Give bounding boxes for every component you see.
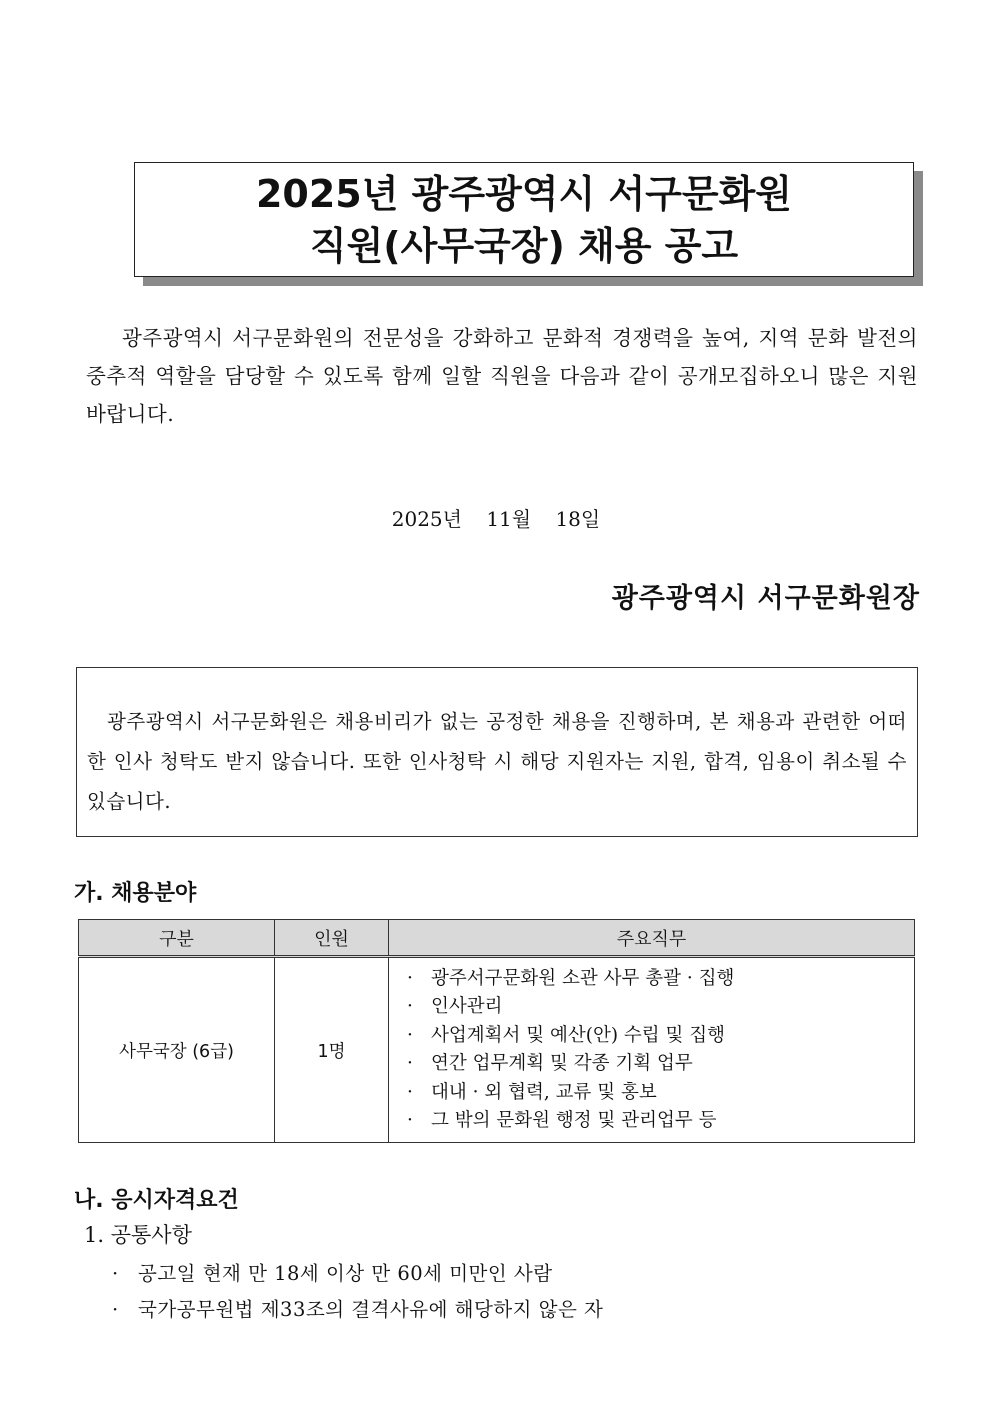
recruit-table [78,919,915,1143]
section-heading-qualifications: 나. 응시자격요건 [74,1188,239,1213]
bullet-icon: · [407,1024,413,1046]
bullet-icon: · [407,996,413,1017]
title-line-2: 직원(사무국장) 채용 공고 [309,223,739,268]
header-category: 구분 [79,920,275,957]
title-box [134,162,914,277]
notice-box [76,667,918,837]
duty-item: · 인사관리 [407,993,908,1022]
header-count: 인원 [275,920,389,957]
bullet-icon: · [407,1081,413,1103]
count-cell: 1명 [275,957,389,1143]
announcement-date: 2025년 11월 18일 [391,507,601,531]
requirement-item: · 국가공무원법 제33조의 결격사유에 해당하지 않은 자 [112,1298,604,1321]
intro-paragraph: 광주광역시 서구문화원의 전문성을 강화하고 문화적 경쟁력을 높여, 지역 문화 발전의 중추적 역할을 담당할 수 있도록 함께 일할 직원을 다음과 같이 공개모집하오니 많은 지원 바랍니다. [86,326,918,426]
bullet-icon: · [407,967,413,989]
title-line-1: 2025년 광주광역시 서구문화원 [255,171,792,216]
bullet-icon: · [112,1262,119,1285]
position-cell: 사무국장 (6급) [79,957,275,1143]
header-duties: 주요직무 [389,920,915,957]
table-row [79,957,915,1143]
duty-item: · 그 밖의 문화원 행정 및 관리업무 등 [407,1107,908,1136]
duties-cell [389,957,915,1143]
section-heading-recruit-field: 가. 채용분야 [74,881,197,906]
bullet-icon: · [112,1298,119,1321]
table-header-row [79,920,915,957]
bullet-icon: · [407,1110,413,1131]
duty-item: · 사업계획서 및 예산(안) 수립 및 집행 [407,1022,908,1051]
signer: 광주광역시 서구문화원장 [611,583,920,614]
requirement-item: · 공고일 현재 만 18세 이상 만 60세 미만인 사람 [112,1262,553,1285]
duty-item: · 광주서구문화원 소관 사무 총괄 · 집행 [407,965,908,994]
duty-item: · 대내 · 외 협력, 교류 및 홍보 [407,1079,908,1108]
subsection-heading-common: 1. 공통사항 [84,1223,192,1247]
notice-text: 광주광역시 서구문화원은 채용비리가 없는 공정한 채용을 진행하며, 본 채용과 관련한 어떠한 인사 청탁도 받지 않습니다. 또한 인사청탁 시 해당 지원자는 지원, 합격, 임용이 취소될 수 있습니다. [87,710,907,813]
duty-item: · 연간 업무계획 및 각종 기획 업무 [407,1050,908,1079]
bullet-icon: · [407,1053,413,1074]
